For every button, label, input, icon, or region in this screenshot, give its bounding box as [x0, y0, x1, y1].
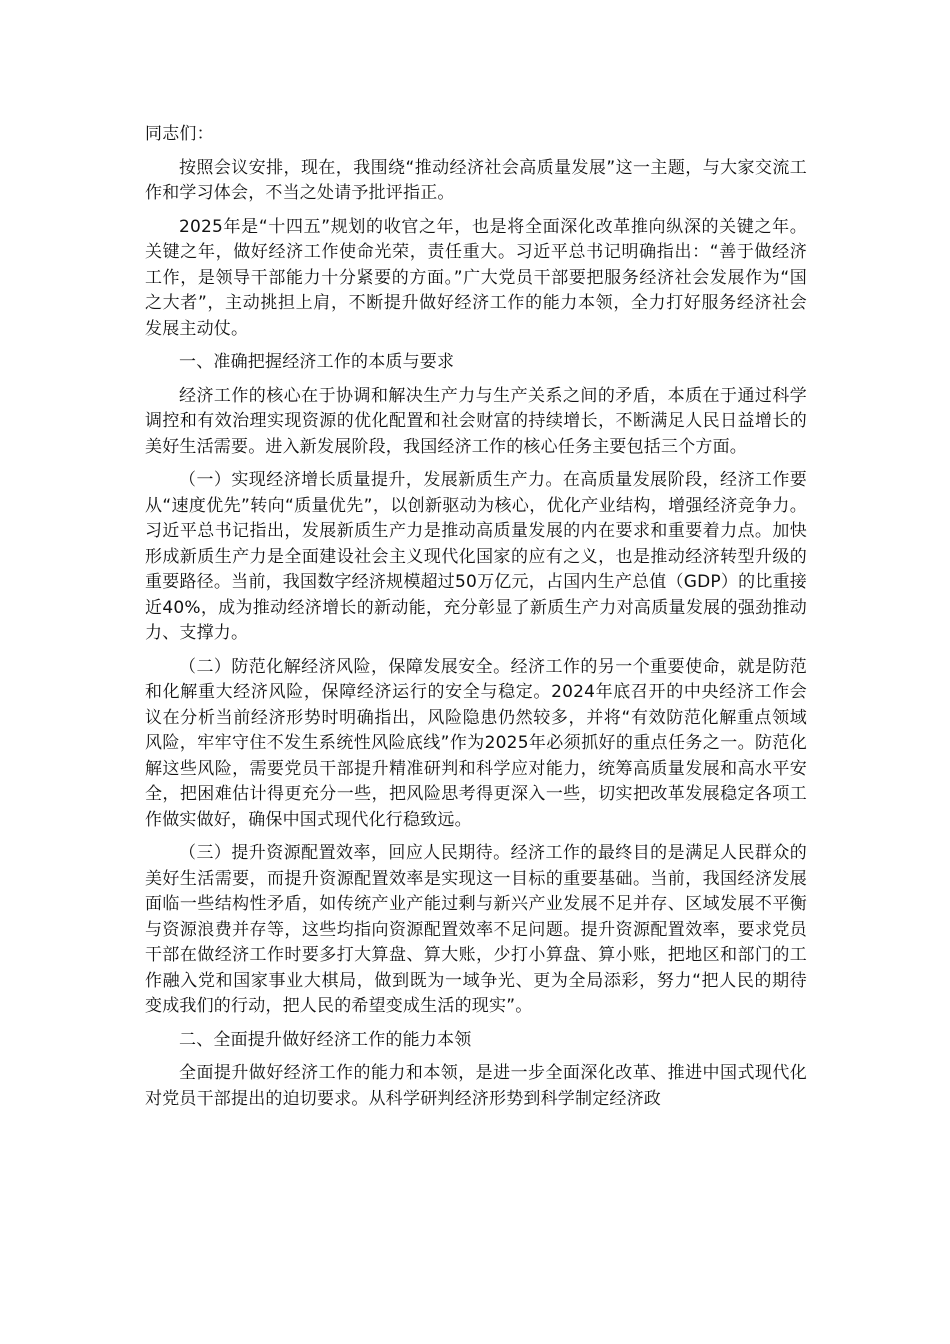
section-heading-2: 二、全面提升做好经济工作的能力本领 — [179, 1029, 472, 1050]
document-body — [145, 122, 807, 1120]
subsection-3-paragraph: （三）提升资源配置效率，回应人民期待。经济工作的最终目的是满足人民群众的美好生活需要，而提升资源配置效率是实现这一目标的重要基础。当前，我国经济发展面临一些结构性矛盾，如传统产业产能过剩与新兴产业发展不足并存、区域发展不平衡与资源浪费并存等，这些均指向资源配置效率不足问题。提升资源配置效率，要求党员干部在做经济工作时要多打大算盘、算大账，少打小算盘、算小账，把地区和部门的工作融入党和国家事业大棋局，做到既为一域争光、更为全局添彩，努力“把人民的期待变成我们的行动，把人民的希望变成生活的现实”。 — [145, 843, 807, 1016]
section-2-intro-paragraph: 全面提升做好经济工作的能力和本领，是进一步全面深化改革、推进中国式现代化对党员干部提出的迫切要求。从科学研判经济形势到科学制定经济政 — [145, 1063, 807, 1109]
section-1-intro-paragraph: 经济工作的核心在于协调和解决生产力与生产关系之间的矛盾，本质在于通过科学调控和有效治理实现资源的优化配置和社会财富的持续增长，不断满足人民日益增长的美好生活需要。进入新发展阶段，我国经济工作的核心任务主要包括三个方面。 — [145, 385, 807, 457]
salutation: 同志们： — [145, 124, 214, 144]
subsection-1-paragraph: （一）实现经济增长质量提升，发展新质生产力。在高质量发展阶段，经济工作要从“速度优先”转向“质量优先”，以创新驱动为核心，优化产业结构，增强经济竞争力。习近平总书记指出，发展新质生产力是推动高质量发展的内在要求和重要着力点。加快形成新质生产力是全面建设社会主义现代化国家的应有之义，也是推动经济转型升级的重要路径。当前，我国数字经济规模超过50万亿元，占国内生产总值（GDP）的比重接近40%，成为推动经济增长的新动能，充分彰显了新质生产力对高质量发展的强劲推动力、支撑力。 — [145, 470, 807, 643]
subsection-2-paragraph: （二）防范化解经济风险，保障发展安全。经济工作的另一个重要使命，就是防范和化解重大经济风险，保障经济运行的安全与稳定。2024年底召开的中央经济工作会议在分析当前经济形势时明确指出，风险隐患仍然较多，并将“有效防范化解重点领域风险，牢牢守住不发生系统性风险底线”作为2025年必须抓好的重点任务之一。防范化解这些风险，需要党员干部提升精准研判和科学应对能力，统筹高质量发展和高水平安全，把困难估计得更充分一些，把风险思考得更深入一些，切实把改革发展稳定各项工作做实做好，确保中国式现代化行稳致远。 — [145, 656, 807, 830]
section-heading-1: 一、准确把握经济工作的本质与要求 — [179, 352, 455, 372]
background-paragraph: 2025年是“十四五”规划的收官之年，也是将全面深化改革推向纵深的关键之年。关键之年，做好经济工作使命光荣，责任重大。习近平总书记明确指出：“善于做经济工作，是领导干部能力十分紧要的方面。”广大党员干部要把服务经济社会发展作为“国之大者”，主动挑担上肩，不断提升做好经济工作的能力本领，全力打好服务经济社会发展主动仗。 — [145, 216, 807, 339]
intro-paragraph: 按照会议安排，现在，我围绕“推动经济社会高质量发展”这一主题，与大家交流工作和学习体会，不当之处请予批评指正。 — [145, 157, 807, 203]
